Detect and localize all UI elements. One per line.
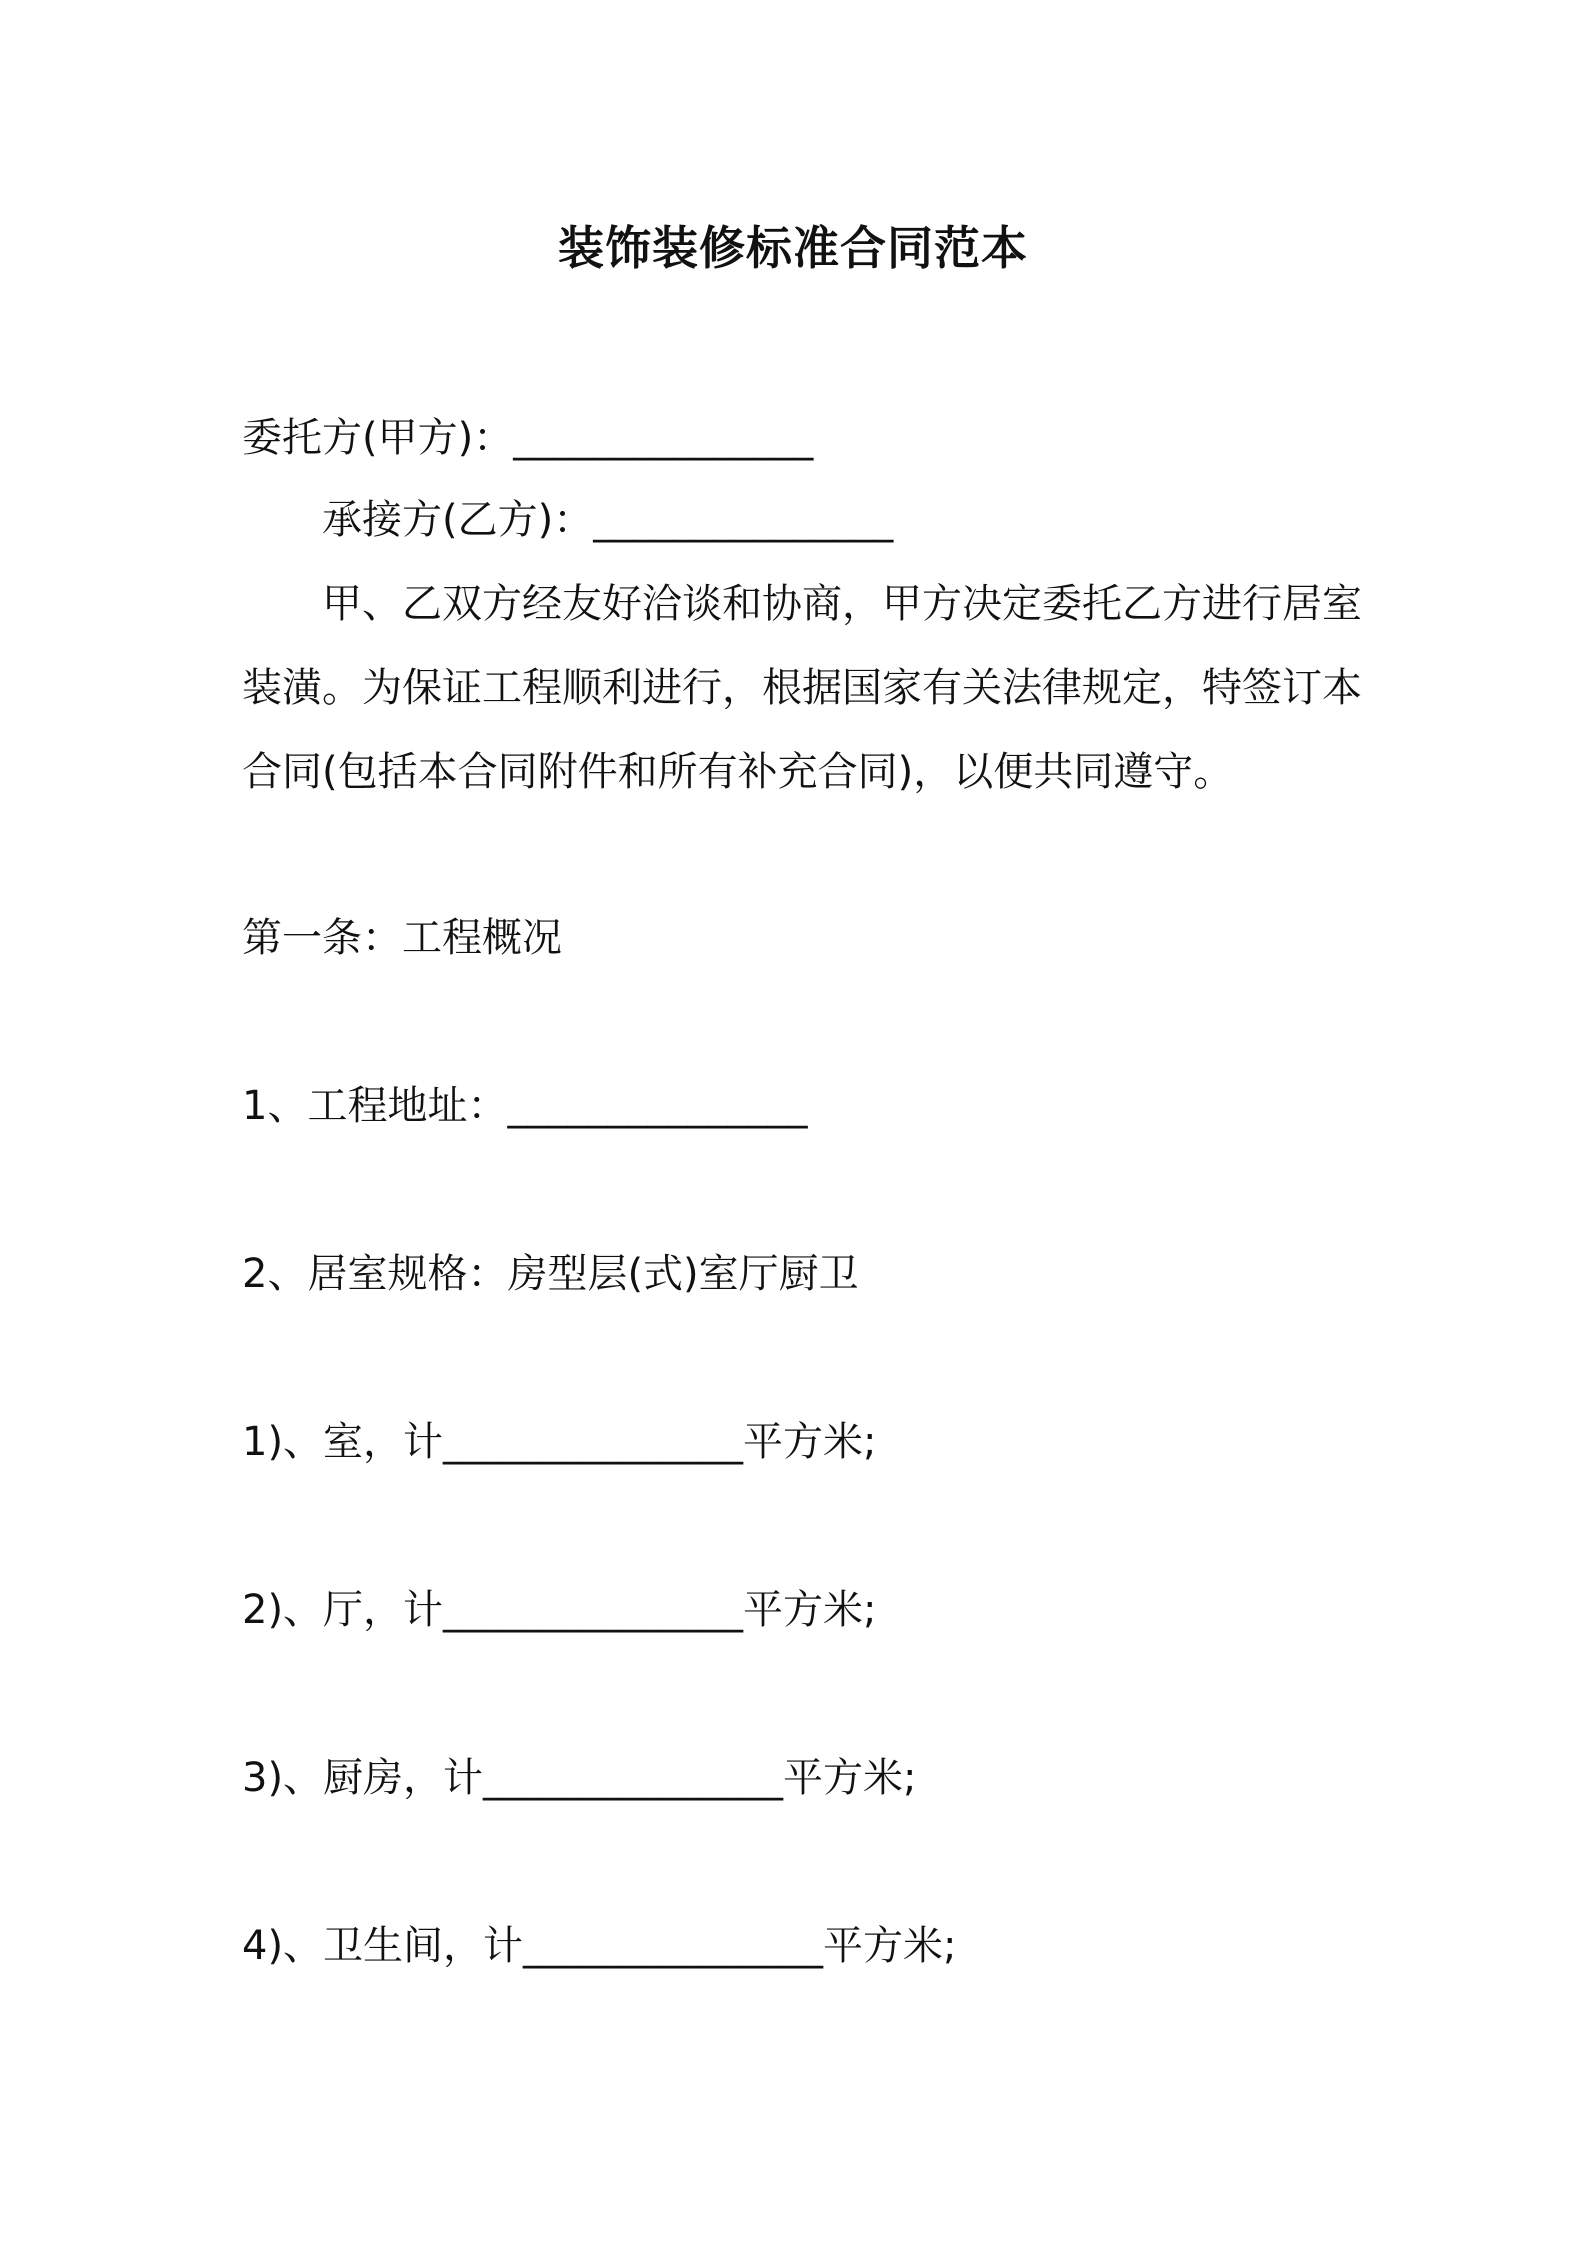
intro-paragraph-line-1: 甲、乙双方经友好洽谈和协商，甲方决定委托乙方进行居室 [322,581,1362,627]
sub-item-4-bathroom: 4)、卫生间，计_______________平方米; [242,1923,957,1969]
article-1-heading: 第一条：工程概况 [242,915,562,961]
sub-item-2-hall: 2)、厅，计_______________平方米; [242,1587,877,1633]
party-a-line: 委托方(甲方)：_______________ [242,415,814,461]
item-2-room-spec: 2、居室规格：房型层(式)室厅厨卫 [242,1251,859,1297]
sub-item-3-kitchen: 3)、厨房，计_______________平方米; [242,1755,917,1801]
party-b-line: 承接方(乙方)：_______________ [322,497,894,543]
intro-paragraph-line-2: 装潢。为保证工程顺利进行，根据国家有关法律规定，特签订本 [242,665,1362,711]
sub-item-1-room: 1)、室，计_______________平方米; [242,1419,877,1465]
item-1-address: 1、工程地址：_______________ [242,1083,808,1129]
document-title: 装饰装修标准合同范本 [558,221,1028,275]
intro-paragraph-line-3: 合同(包括本合同附件和所有补充合同)，以便共同遵守。 [242,749,1234,795]
